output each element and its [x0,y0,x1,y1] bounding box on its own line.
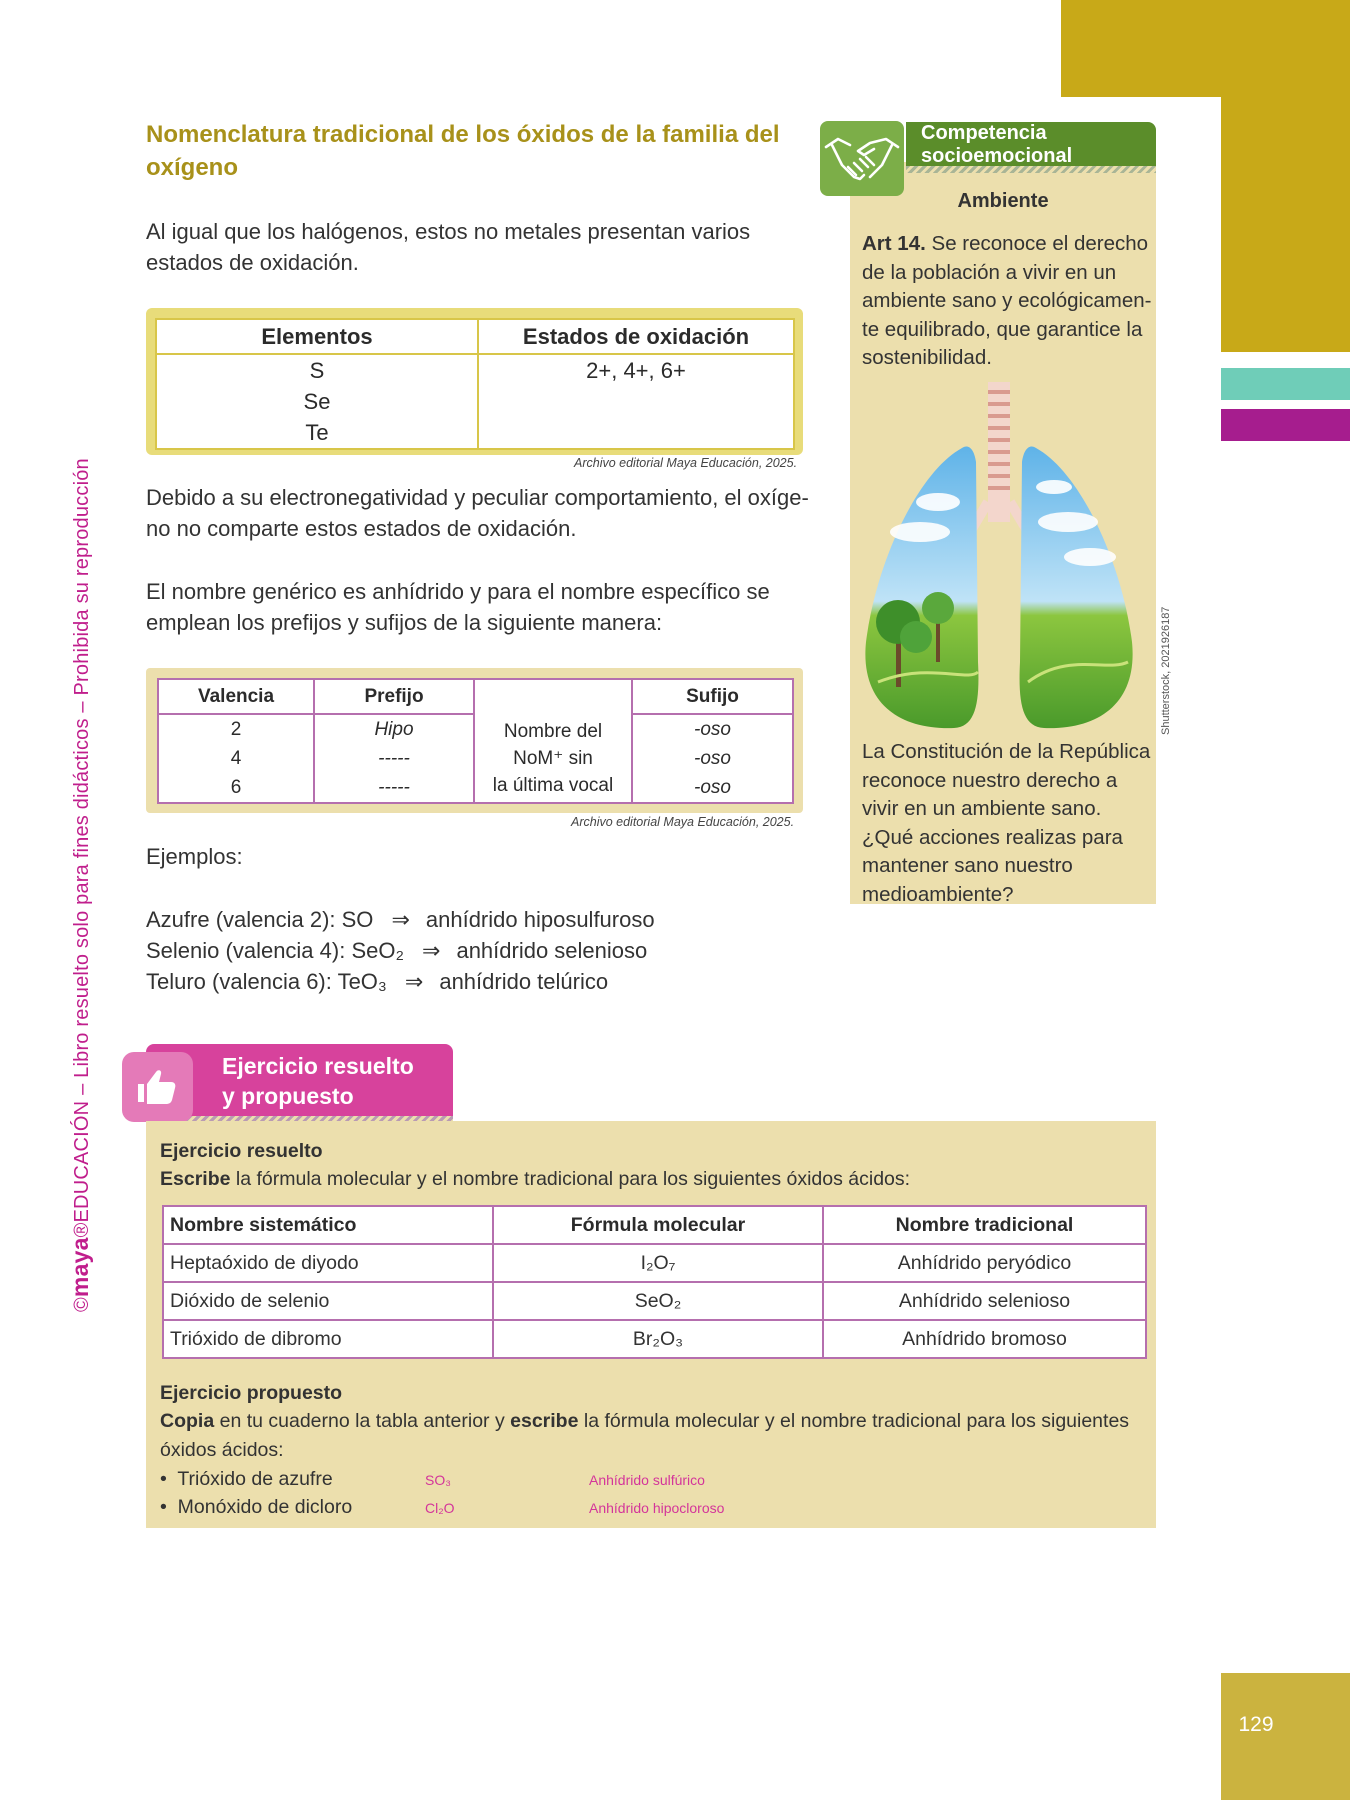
page-number: 129 [1238,1713,1274,1736]
nombre-line: la última vocal [492,774,614,796]
states-cell: 2+, 4+, 6+ [478,354,794,386]
generic-name-paragraph: El nombre genérico es anhídrido y para el nombre específico se emplean los prefijos y sufijos de la siguiente manera: [146,579,770,635]
header-sufijo: Sufijo [632,679,793,714]
sufijo-cell: -oso [632,714,793,744]
answer-name: Anhídrido sulfúrico [589,1472,705,1488]
oxidation-states-table [155,318,795,450]
nombre-line: NoM⁺ sin [513,747,593,769]
intro-paragraph: Al igual que los halógenos, estos no metales presentan varios estados de oxidación. [146,219,751,275]
header-elementos: Elementos [156,319,478,354]
oxides-table [162,1205,1147,1359]
ejercicio-title: Ejercicio resuelto y propuesto [222,1053,414,1109]
image-credit: Shutterstock, 2021926187 [1160,606,1172,735]
example-line: Teluro (valencia 6): TeO₃ ⇒ anhídrido telúrico [146,969,609,994]
element-cell: S [156,354,478,386]
handshake-icon [820,121,904,196]
competencia-title: Competencia socioemocional [921,122,1073,167]
lungs-landscape-illustration [858,382,1148,740]
table-row: Dióxido de selenio SeO₂ Anhídrido selenioso [163,1282,1146,1320]
copyright-notice: EDUCACIÓN – Libro resuelto solo para fines didácticos – Prohibida su reproducción [71,458,93,1223]
element-cell: Se [156,386,478,417]
prefijo-cell: Hipo [314,714,474,744]
example-line: Selenio (valencia 4): SeO₂ ⇒ anhídrido selenioso [146,938,648,963]
prefijo-cell: ----- [314,773,474,803]
propuesto-label: Ejercicio propuesto [160,1382,343,1404]
implies-arrow: ⇒ [391,907,410,932]
nombre-line: Nombre del [503,720,603,742]
element-cell: Te [156,417,478,449]
electronegativity-paragraph: Debido a su electronegatividad y peculiar comportamiento, el oxígeno no comparte estos estados de oxidación. [146,485,809,541]
decor-gold-side [1221,97,1350,352]
registered-symbol: ® [71,1222,93,1238]
propuesto-instructions: Copia en tu cuaderno la tabla anterior y escribe la fórmula molecular y el nombre tradicional para los siguientes óxidos ácidos: [160,1410,1130,1461]
list-item: • Trióxido de azufre [160,1468,333,1490]
header-estados: Estados de oxidación [478,319,794,354]
decor-magenta-bar [1221,409,1350,441]
page-number-box [1221,1673,1350,1800]
resuelto-label: Ejercicio resuelto [160,1140,323,1162]
examples-label: Ejemplos: [146,844,243,869]
article-label: Art 14. [862,232,926,255]
decor-teal-bar [1221,368,1350,400]
valencia-cell: 6 [158,773,314,803]
table-row: Trióxido de dibromo Br₂O₃ Anhídrido bromoso [163,1320,1146,1358]
header-nombre-sistematico: Nombre sistemático [163,1206,493,1244]
nombre-cell [474,714,632,803]
thumbs-up-icon [122,1052,193,1122]
header-valencia: Valencia [158,679,314,714]
copyright-symbol: © [71,1297,93,1312]
sufijo-cell: -oso [632,744,793,773]
list-item: • Monóxido de dicloro [160,1496,353,1518]
prefix-suffix-table [157,678,794,804]
table1-caption: Archivo editorial Maya Educación, 2025. [574,456,798,470]
section-title: Nomenclatura tradicional de los óxidos de la familia del oxígeno [146,121,780,181]
article-body: Se reconoce el derecho de la población a vivir en un ambiente sano y ecológicamente equilibrado, que garantice la sostenibilidad. [862,232,1152,369]
header-formula: Fórmula molecular [493,1206,823,1244]
example-line: Azufre (valencia 2): SO ⇒ anhídrido hiposulfuroso [146,907,655,932]
competencia-subtitle: Ambiente [957,190,1049,212]
constitution-question: La Constitución de la República reconoce nuestro derecho a vivir en un ambiente sano. ¿Qué acciones realizas para mantener sano nuestro medioambiente? [862,740,1151,906]
sufijo-cell: -oso [632,773,793,803]
prefijo-cell: ----- [314,744,474,773]
valencia-cell: 2 [158,714,314,744]
implies-arrow: ⇒ [404,969,424,994]
header-nombre-tradicional: Nombre tradicional [823,1206,1146,1244]
decor-gold-top [1061,0,1350,97]
article-text [862,230,1152,373]
resuelto-instructions: Escribe la fórmula molecular y el nombre tradicional para los siguientes óxidos ácidos: [160,1168,911,1190]
header-prefijo: Prefijo [314,679,474,714]
answer-name: Anhídrido hipocloroso [589,1500,725,1516]
table-row: Heptaóxido de diyodo I₂O₇ Anhídrido peryódico [163,1244,1146,1282]
implies-arrow: ⇒ [422,938,441,963]
table2-caption: Archivo editorial Maya Educación, 2025. [571,815,795,829]
copyright-vertical-text [67,458,103,1312]
valencia-cell: 4 [158,744,314,773]
brand-name: maya [67,1237,93,1298]
answer-formula: Cl₂O [425,1500,455,1516]
answer-formula: SO₃ [425,1472,451,1488]
